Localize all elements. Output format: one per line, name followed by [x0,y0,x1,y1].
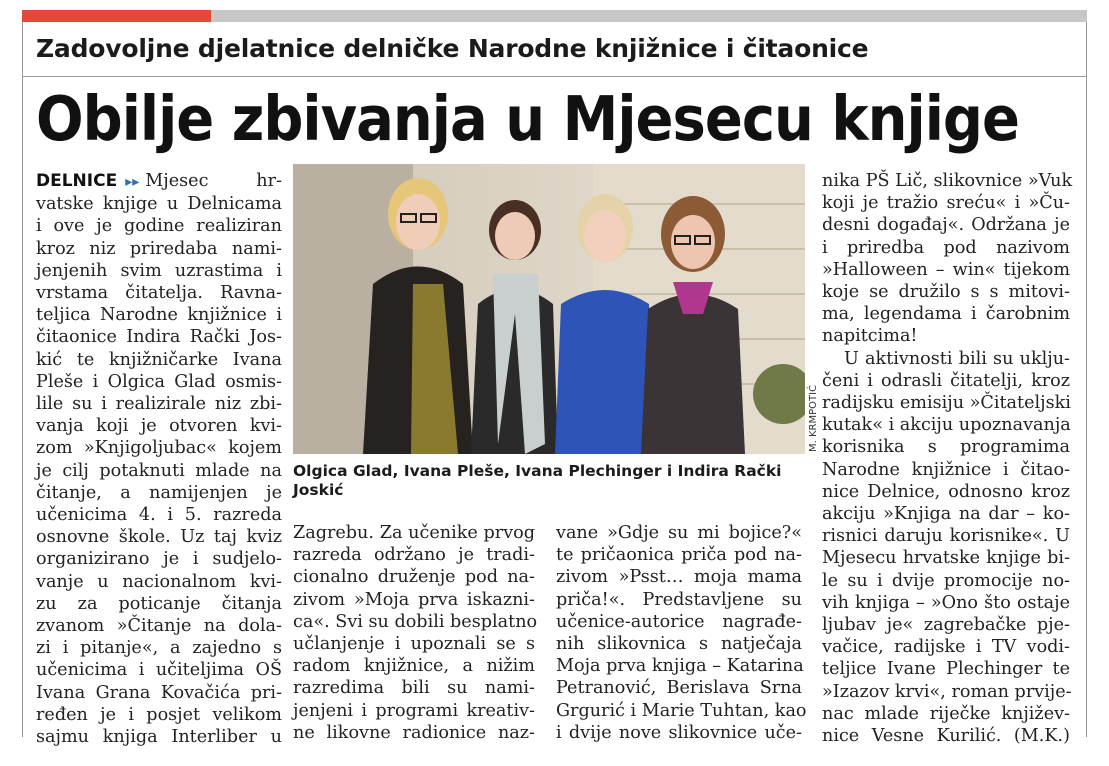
text-line: korisnika s programima [822,437,1070,458]
text-line: učenice-autorice nagrađe- [556,611,802,632]
text-line: Ivana Grana Kovačića pri- [36,682,282,703]
text-line: nika PŠ Lič, slikovnice »Vuk [822,171,1073,191]
text-line: ca«. Svi su dobili besplatno [293,611,538,632]
text-line: zi i pitanje«, a zajedno s [36,638,282,659]
text-line: lile su i realizirale niz zbi- [36,394,282,415]
article-photo [293,164,805,454]
text-line: ređen je i posjet velikom [36,704,282,725]
text-line: vatske knjige u Delnicama [36,194,282,215]
photo-credit: M. KRMPOTIĆ [808,384,819,452]
text-line: Mjesecu hrvatske knjige bi- [822,548,1070,569]
text-line: jenjeni i programi kreativ- [293,700,535,721]
text-line: nih slikovnica s natječaja [556,634,802,655]
text-line: nice Delnice, odnosno kroz [822,481,1070,502]
text-line: zu za poticanje čitanja [36,593,282,614]
text-line: učenicima 4. i 5. razreda [36,505,282,526]
text-line: risnici daruju korisnike«. U [822,526,1070,547]
text-line: teljica Narodne knjižnice i [36,305,282,326]
text-line: i priredba pod nazivom [822,237,1070,258]
text-line: radijsku emisiju »Čitateljski [822,393,1071,414]
frame-right-rule [1086,22,1087,737]
text-line: Pleše i Olgica Glad osmis- [36,371,282,392]
text-line: Grgurić i Marie Tuhtan, kao [556,700,807,721]
text-line: koji je tražio sreću« i »Ču- [822,193,1070,214]
text-line: Zagrebu. Za učenike prvog [293,523,535,543]
text-line: ljubav je« zagrebačke pje- [822,615,1070,636]
text-line: vih knjiga – »Ono što ostaje [822,592,1070,613]
text-line: cionalno druženje pod na- [293,567,535,588]
text-line: koje se družilo s s mitovi- [822,282,1070,303]
text-line: »Halloween – win« tijekom [822,259,1070,280]
text-line: kutak« i akciju upoznavanja [822,415,1071,436]
text-line: jenjenih svim uzrastima i [36,260,282,281]
text-line: osnovne škole. Uz taj kviz [36,527,282,548]
text-line: priča!«. Predstavljene su [556,589,802,610]
dateline: DELNICE [36,171,118,191]
text-column-2 [293,522,538,744]
text-line: U aktivnosti bili su uklju- [844,348,1070,369]
text-line: akciju »Knjiga na dar – ko- [822,504,1070,525]
main-headline: Obilje zbivanja u Mjesecu knjige [36,84,1019,156]
double-arrow-icon: ▸▸ [125,174,140,190]
kicker-rule [22,76,1087,77]
text-line: čitanje, a namijenjen je [36,482,282,503]
text-line: kroz niz priredaba nami- [36,238,282,259]
text-line: organizirano je i sudjelo- [36,549,282,570]
text-line: čitaonice Indira Rački Jos- [36,327,282,348]
text-line: sajmu knjiga Interliber u [36,727,282,748]
lead-text: Mjesec hr- [145,171,282,191]
text-column-1 [36,170,282,748]
text-line: zivom »Psst… moja mama [556,567,802,588]
text-line: radom knjižnice, a nižim [293,656,535,677]
photo-four-women-illustration [293,164,805,454]
text-line: vanje u nacionalnom kvi- [36,571,282,592]
text-line: vanja koji je otvoren kvi- [36,416,282,437]
text-column-3 [556,522,807,744]
text-line: kić te knjižničarke Ivana [36,349,282,370]
text-line: »Izazov krvi«, roman prvije- [822,681,1072,702]
text-line: vačice, radijske i TV vodi- [822,637,1070,658]
text-line: zom »Knjigoljubac« kojem [36,438,282,459]
text-line: vane »Gdje su mi bojice?« [556,523,802,543]
text-line: te pričaonica priča pod na- [556,545,802,566]
section-gray-bar [211,10,1087,22]
text-line: le su i dvije promocije no- [822,570,1070,591]
text-line: zivom »Moja prva iskazni- [293,589,535,610]
text-line: i dvije nove slikovnice uče- [556,722,802,743]
text-line: zvanom »Čitanje na dola- [36,616,282,637]
text-line: ma, legendama i čarobnim [822,304,1070,325]
text-line: napitcima! [822,326,918,347]
text-line: čeni i odrasli čitatelji, kroz [822,370,1070,391]
text-line: nice Vesne Kurilić. (M.K.) [822,726,1070,747]
text-line: i ove je godine realiziran [36,216,282,237]
text-line: razredima bili su nami- [293,678,535,699]
text-line: Narodne knjižnice i čitao- [822,459,1070,480]
text-line: nac mlade riječke književ- [822,703,1070,724]
photo-caption: Olgica Glad, Ivana Pleše, Ivana Plechinger i Indira Rački Joskić [293,462,782,499]
text-line: teljice Ivane Plechinger te [822,659,1070,680]
text-line [36,170,282,193]
text-line: ne likovne radionice naz- [293,722,535,743]
section-color-bar [22,10,211,22]
text-line: učlanjenje i upoznali se s [293,634,535,655]
text-line: Petranović, Berislava Srna [556,678,802,699]
text-line: Moja prva knjiga – Katarina [556,656,804,677]
text-line: učenicima i učiteljima OŠ [36,660,282,681]
text-line: razreda održano je tradi- [293,545,535,566]
text-line: je cilj potaknuti mlade na [36,460,282,481]
frame-left-rule [22,22,23,737]
kicker-headline: Zadovoljne djelatnice delničke Narodne knjižnice i čitaonice [36,34,869,63]
text-column-4 [822,170,1073,747]
text-line: vrstama čitatelja. Ravna- [36,283,282,304]
text-line: desni događaj«. Održana je [822,215,1070,236]
